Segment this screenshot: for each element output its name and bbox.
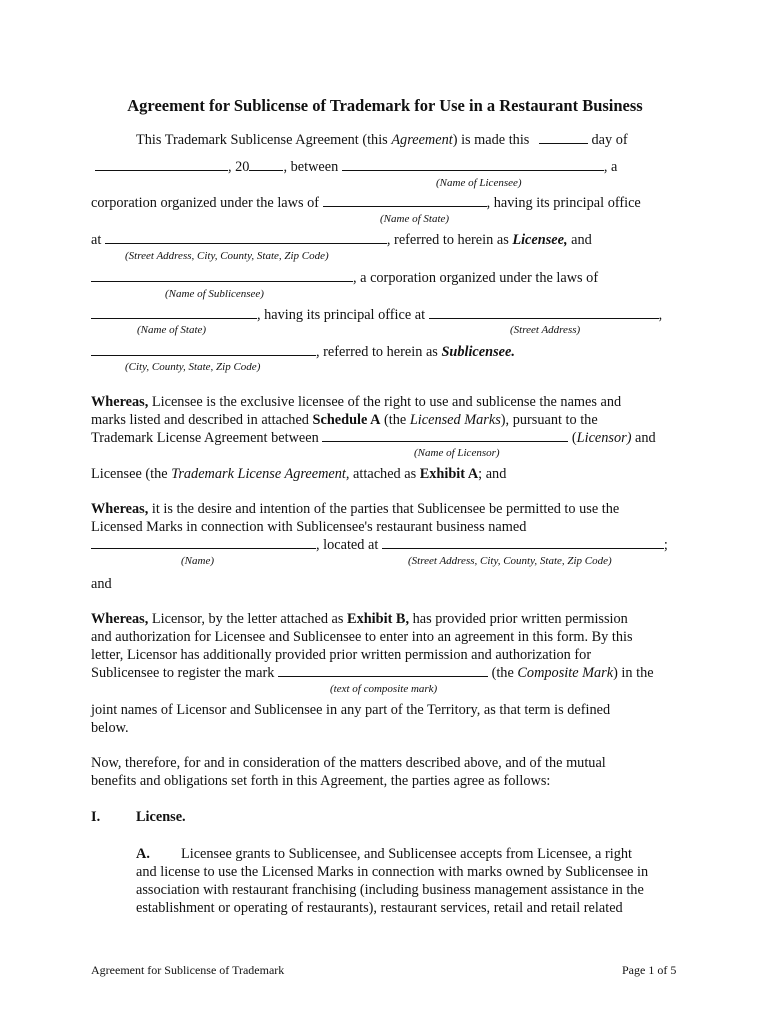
state-blank-2[interactable] <box>91 306 257 319</box>
intro-line-7: , referred to herein as Sublicensee. <box>91 343 515 361</box>
caption-city: (City, County, State, Zip Code) <box>125 361 261 373</box>
caption-state-2: (Name of State) <box>137 324 207 336</box>
caption-street: (Street Address) <box>510 324 581 336</box>
caption-restaurant-address: (Street Address, City, County, State, Zip Code) <box>408 555 612 567</box>
now-line-1: Now, therefore, for and in consideration of the matters described above, and of the mutual <box>91 755 606 771</box>
caption-sublicensee: (Name of Sublicensee) <box>165 288 264 300</box>
street-address-blank[interactable] <box>429 306 659 319</box>
whereas2-line-3: , located at ; <box>91 536 668 554</box>
whereas2-line-1: Whereas, it is the desire and intention of the parties that Sublicensee be permitted to use the <box>91 501 620 517</box>
whereas1-line-1: Whereas, Licensee is the exclusive licensee of the right to use and sublicense the names and <box>91 394 622 410</box>
year-blank[interactable] <box>249 158 283 171</box>
licensee-name-blank[interactable] <box>342 158 604 171</box>
whereas3-line-1: Whereas, Licensor, by the letter attached as Exhibit B, has provided prior written permission <box>91 611 628 627</box>
caption-address-1: (Street Address, City, County, State, Zip Code) <box>125 250 329 262</box>
caption-composite-mark: (text of composite mark) <box>330 683 438 695</box>
intro-line-5: , a corporation organized under the laws of <box>91 269 598 287</box>
intro-line-6: , having its principal office at , <box>91 306 662 324</box>
intro-line-1: This Trademark Sublicense Agreement (this Agreement) is made this day of <box>136 132 628 148</box>
section-number: I. <box>91 809 101 825</box>
whereas2-line-2: Licensed Marks in connection with Sublicensee's restaurant business named <box>91 519 527 535</box>
intro-line-2: , 20 , between , a <box>95 158 617 176</box>
subsection-a-line-4: establishment or operating of restaurants), restaurant services, retail and retail related <box>136 900 623 916</box>
sublicensee-name-blank[interactable] <box>91 269 353 282</box>
city-blank[interactable] <box>91 343 316 356</box>
whereas3-line-2: and authorization for Licensee and Sublicensee to enter into an agreement in this form. By this <box>91 629 633 645</box>
licensor-name-blank[interactable] <box>322 429 568 442</box>
footer-page-number: Page 1 of 5 <box>622 963 677 977</box>
caption-licensor: (Name of Licensor) <box>414 447 500 459</box>
whereas3-line-3: letter, Licensor has additionally provided prior written permission and authorization for <box>91 647 592 663</box>
day-blank[interactable] <box>539 131 588 144</box>
restaurant-name-blank[interactable] <box>91 536 316 549</box>
whereas1-line-4: Licensee (the Trademark License Agreement, attached as Exhibit A; and <box>91 466 507 482</box>
intro-line-4: at , referred to herein as Licensee, and <box>91 232 592 248</box>
subsection-a-line-3: association with restaurant franchising (including business management assistance in the <box>136 882 644 898</box>
intro-line-3: corporation organized under the laws of , having its principal office <box>91 195 641 211</box>
whereas1-line-2: marks listed and described in attached Schedule A (the Licensed Marks), pursuant to the <box>91 412 598 428</box>
whereas2-and: and <box>91 576 112 592</box>
caption-name: (Name) <box>181 555 214 567</box>
footer-title: Agreement for Sublicense of Trademark <box>91 963 285 977</box>
whereas3-line-5: joint names of Licensor and Sublicensee in any part of the Territory, as that term is defined <box>91 702 611 718</box>
now-line-2: benefits and obligations set forth in this Agreement, the parties agree as follows: <box>91 773 551 789</box>
document-title: Agreement for Sublicense of Trademark for Use in a Restaurant Business <box>127 96 643 115</box>
whereas3-line-4: Sublicensee to register the mark (the Composite Mark) in the <box>91 665 654 681</box>
composite-mark-blank[interactable] <box>278 664 488 677</box>
subsection-a-line-2: and license to use the Licensed Marks in connection with marks owned by Sublicensee in <box>136 864 649 880</box>
section-heading: License. <box>136 809 186 825</box>
licensee-address-blank[interactable] <box>105 231 387 244</box>
whereas3-line-6: below. <box>91 720 129 736</box>
caption-state-1: (Name of State) <box>380 213 450 225</box>
subsection-a-line-1: A. Licensee grants to Sublicensee, and Sublicensee accepts from Licensee, a right <box>136 846 632 862</box>
whereas1-line-3: Trademark License Agreement between (Licensor) and <box>91 430 656 446</box>
state-blank-1[interactable] <box>323 194 487 207</box>
caption-licensee: (Name of Licensee) <box>436 177 522 189</box>
date-blank[interactable] <box>95 158 228 171</box>
restaurant-address-blank[interactable] <box>382 536 664 549</box>
